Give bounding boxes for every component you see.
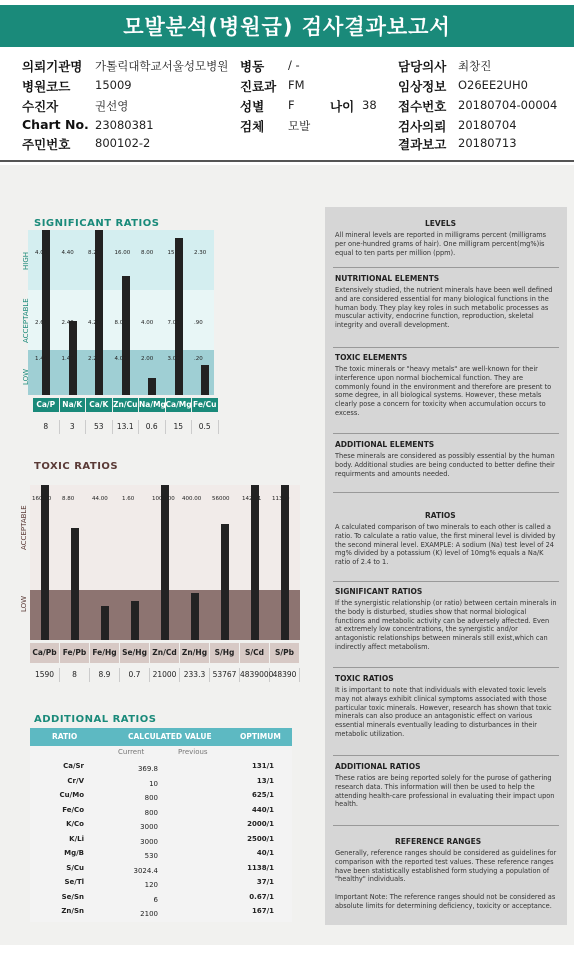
toxic-bar (251, 485, 259, 640)
low-tick: 1.40 (35, 356, 48, 362)
receipt-value: 20180704-00004 (458, 98, 558, 112)
toxic-ratios-title: TOXIC RATIOS (34, 461, 119, 472)
toxic-col-label: Ca/Pb (30, 643, 59, 663)
high-tick: 15.00 (167, 250, 184, 256)
toxic-col-label: Fe/Hg (90, 643, 119, 663)
mid-tick: 7.00 (167, 320, 180, 326)
ratio-name: Ca/Sr (63, 762, 84, 770)
toxic-col-label: S/Pb (270, 643, 299, 663)
significant-value: 0.5 (192, 420, 219, 434)
hospital-code-value: 15009 (95, 78, 132, 92)
col-ratio: RATIO (52, 732, 78, 741)
toxic-bar (221, 524, 229, 640)
nutritional-text: Extensively studied, the nutrient minerals have been well defined and are considered essential for many biological functions in the human body. They play key roles in such metabolic processes as muscular activity, endocrine function, reproduction, skeletal integrity and overall development. (335, 286, 553, 330)
toxic-col-label: S/Cd (240, 643, 269, 663)
request-value: 20180704 (458, 118, 517, 132)
report-value: 20180713 (458, 136, 517, 150)
ratio-current: 800 (144, 808, 158, 817)
low-tick: 3.00 (167, 356, 180, 362)
toxic-tick: 11360 (272, 496, 290, 502)
sig-ratios-text: If the synergistic relationship (or ratio) between certain minerals in the body is disturbed, studies show that normal biological functions and metabolic activity can be adversely affected. Even at extremely low concentrations, the synergistic and/or antagonistic relationships between minerals still exist,which can indirectly affect metabolism. (335, 599, 557, 651)
additional-elements-text: These minerals are considered as possibly essential by the human body. Additional studies are being conducted to better define their requirments and amounts needed. (335, 452, 555, 478)
toxic-value: 53767 (210, 668, 240, 682)
patient-info (0, 52, 574, 152)
dept-value: FM (288, 78, 305, 92)
ratio-name: Zn/Sn (61, 907, 84, 915)
toxic-col-label: Se/Hg (120, 643, 149, 663)
ratio-name: S/Cu (66, 863, 84, 872)
significant-value: 8 (33, 420, 60, 434)
toxic-elements-heading: TOXIC ELEMENTS (335, 353, 408, 362)
ratio-current: 10 (149, 779, 158, 788)
doctor-label: 담당의사 (398, 59, 447, 74)
significant-value: 0.6 (139, 420, 166, 434)
significant-bar (148, 378, 156, 395)
high-tick: 2.30 (194, 250, 207, 256)
significant-col-label: Ca/P (33, 398, 59, 412)
ratio-current: 2100 (140, 910, 158, 918)
toxic-bar (71, 528, 79, 640)
dept-label: 진료과 (240, 79, 277, 94)
high-tick: 4.40 (61, 250, 74, 256)
toxic-tick: 8.80 (62, 496, 75, 502)
ratio-optimum: 440/1 (251, 805, 274, 814)
ratio-optimum: 131/1 (251, 762, 274, 770)
ratio-optimum: 1138/1 (247, 863, 274, 872)
toxic-bar (41, 485, 49, 640)
important-note: Important Note: The reference ranges should not be considered as absolute limits for determining deficiency, toxicity or acceptance. (335, 893, 556, 910)
toxic-tick: 1422/1 (242, 496, 262, 502)
significant-value: 13.1 (113, 420, 140, 434)
col-calc: CALCULATED VALUE (128, 732, 212, 741)
divider (0, 160, 574, 162)
ratio-current: 6 (153, 895, 158, 904)
divider (333, 825, 559, 826)
reference-text: Generally, reference ranges should be considered as guidelines for comparison with the reported test values. These reference ranges have been statistically established form studying a population of "healthy" individuals. (335, 849, 557, 884)
toxic-bar (191, 593, 199, 640)
significant-col-label: Na/K (60, 398, 86, 412)
ratio-current: 3000 (140, 823, 158, 831)
divider (333, 667, 559, 668)
ratios-text: A calculated comparison of two minerals to each other is called a ratio. To calculate a ratio value, the first mineral level is divided by the second mineral level. EXAMPLE: A sodium (Na) test level of 24 mg% divided by a potassium (K) level of 10mg% equals a Na/K ratio of 2.4 to 1. (335, 523, 556, 567)
ratio-name: Se/Tl (64, 878, 84, 886)
toxic-tick: 160.00 (32, 496, 52, 502)
tox-ratios-text: It is important to note that individuals with elevated toxic levels may not always exhibit clinical symptoms associated with those particular toxic minerals. However, research has shown that toxic minerals can also produce an antagonistic effect on various essential minerals eventually leading to disturbances in their metabolic utilization. (335, 686, 552, 738)
tox-ratios-heading: TOXIC RATIOS (335, 674, 394, 683)
age-label: 나이 (330, 99, 355, 114)
ratio-name: Mg/B (64, 849, 84, 857)
report-label: 결과보고 (398, 137, 447, 152)
significant-bar (175, 238, 183, 395)
toxic-bar (101, 606, 109, 640)
significant-col-label: Ca/K (86, 398, 112, 412)
toxic-axis-acceptable-label: ACCEPTABLE (20, 505, 28, 550)
patient-label: 수진자 (22, 99, 59, 114)
divider (333, 755, 559, 756)
toxic-value: 8 (60, 668, 90, 682)
ratio-optimum: 0.67/1 (249, 892, 274, 901)
toxic-tick: 1000.00 (152, 496, 175, 502)
toxic-col-label: S/Hg (210, 643, 239, 663)
significant-col-label: Na/Mg (139, 398, 165, 412)
ratio-current: 3024.4 (133, 866, 158, 875)
additional-elements-heading: ADDITIONAL ELEMENTS (335, 440, 435, 449)
mid-tick: 8.00 (114, 320, 127, 326)
nutritional-heading: NUTRITIONAL ELEMENTS (335, 274, 440, 283)
divider (333, 581, 559, 582)
ratio-optimum: 40/1 (256, 849, 274, 857)
toxic-bar (131, 601, 139, 640)
specimen-label: 검체 (240, 119, 265, 134)
toxic-value: 4839000 (240, 668, 270, 682)
divider (333, 347, 559, 348)
sex-value: F (288, 98, 295, 112)
toxic-elements-text: The toxic minerals or "heavy metals" are well-known for their interference upon normal biochemical function. They are commonly found in the environment and therefore are present to some degree, in all biological systems. However, these metals clearly pose a concern for toxicity when accumulation occurs to excess. (335, 365, 552, 417)
axis-acceptable-label: ACCEPTABLE (22, 298, 30, 343)
mid-tick: .90 (194, 320, 203, 326)
toxic-col-label: Fe/Pb (60, 643, 89, 663)
sig-ratios-heading: SIGNIFICANT RATIOS (335, 587, 423, 596)
high-tick: 4.00 (35, 250, 48, 256)
mid-tick: 2.61 (35, 320, 48, 326)
divider (333, 267, 559, 268)
ratio-name: Cu/Mo (59, 791, 84, 799)
ratios-heading: RATIOS (425, 511, 456, 520)
id-label: 주민번호 (22, 137, 71, 152)
high-tick: 8.2 (88, 250, 97, 256)
toxic-bar (161, 485, 169, 640)
significant-col-label: Ca/Mg (166, 398, 192, 412)
additional-table-header (30, 728, 292, 746)
add-ratios-text: These ratios are being reported solely for the purose of gathering research data. This information will then be used to help the attending health-care professional in evaluating their impact upon health. (335, 774, 555, 809)
significant-bar (201, 365, 209, 395)
ratio-name: Fe/Co (62, 805, 84, 814)
levels-heading: LEVELS (425, 219, 457, 228)
significant-value: 3 (60, 420, 87, 434)
chart-value: 23080381 (95, 118, 154, 132)
toxic-col-label: Zn/Hg (180, 643, 209, 663)
ratio-name: K/Co (66, 820, 84, 828)
ratio-optimum: 625/1 (251, 791, 274, 799)
ward-label: 병동 (240, 59, 265, 74)
toxic-bar (281, 485, 289, 640)
col-optimum: OPTIMUM (240, 732, 281, 741)
ratio-optimum: 37/1 (256, 878, 274, 886)
chart-label: Chart No. (22, 117, 89, 132)
mid-tick: 2.40 (61, 320, 74, 326)
ratio-current: 800 (144, 794, 158, 802)
toxic-value: 21000 (150, 668, 180, 682)
specimen-value: 모발 (288, 119, 311, 133)
sex-label: 성별 (240, 99, 265, 114)
request-label: 검사의뢰 (398, 119, 447, 134)
ratio-optimum: 13/1 (256, 776, 274, 785)
ratio-current: 120 (144, 881, 158, 889)
divider (333, 492, 559, 493)
clinical-value: O26EE2UH0 (458, 78, 528, 92)
additional-table-body (30, 746, 292, 922)
toxic-tick: 56000 (212, 496, 230, 502)
toxic-value: 48390 (270, 668, 300, 682)
toxic-col-label: Zn/Cd (150, 643, 179, 663)
doctor-value: 최창진 (458, 59, 492, 73)
hospital-code-label: 병원코드 (22, 79, 71, 94)
toxic-axis-low-label: LOW (20, 595, 28, 612)
significant-value: 15 (166, 420, 193, 434)
additional-ratios-title: ADDITIONAL RATIOS (34, 714, 157, 725)
significant-ratios-title: SIGNIFICANT RATIOS (34, 218, 160, 229)
ratio-current: 3000 (140, 837, 158, 846)
toxic-tick: 400.00 (182, 496, 202, 502)
ratio-name: Se/Sn (61, 892, 84, 901)
institution-value: 가톨릭대학교서울성모병원 (95, 59, 229, 73)
axis-high-label: HIGH (22, 251, 30, 270)
significant-col-label: Fe/Cu (192, 398, 218, 412)
ward-value: / - (288, 58, 300, 72)
patient-value: 권선영 (95, 99, 129, 113)
significant-bar (122, 276, 130, 395)
low-tick: .20 (194, 356, 203, 362)
ratio-optimum: 167/1 (251, 907, 274, 915)
low-tick: 4.00 (114, 356, 127, 362)
reference-heading: REFERENCE RANGES (395, 837, 482, 846)
ratio-optimum: 2500/1 (247, 834, 274, 843)
ratio-current: 530 (144, 852, 158, 860)
ratio-name: K/Li (69, 834, 84, 843)
age-value: 38 (362, 98, 377, 112)
levels-text: All mineral levels are reported in milligrams percent (milligrams per one-hundred grams of hair). One milligram percent(mg%)is equal to ten parts per million (ppm). (335, 231, 547, 257)
institution-label: 의뢰기관명 (22, 59, 83, 74)
significant-col-label: Zn/Cu (113, 398, 139, 412)
mid-tick: 4.20 (88, 320, 101, 326)
low-tick: 2.2 (88, 356, 97, 362)
clinical-label: 임상정보 (398, 79, 447, 94)
low-tick: 2.00 (141, 356, 154, 362)
sub-current: Current (118, 748, 145, 756)
ratio-optimum: 2000/1 (247, 820, 274, 828)
significant-value: 53 (86, 420, 113, 434)
toxic-tick: 44.00 (92, 496, 108, 502)
high-tick: 8.00 (141, 250, 154, 256)
add-ratios-heading: ADDITIONAL RATIOS (335, 762, 421, 771)
ratio-current: 369.8 (137, 765, 158, 773)
receipt-label: 접수번호 (398, 99, 447, 114)
toxic-value: 1590 (30, 668, 60, 682)
mid-tick: 4.00 (141, 320, 154, 326)
explanation-panel (325, 207, 567, 925)
axis-low-label: LOW (22, 368, 30, 385)
report-title-bar (0, 5, 574, 47)
high-tick: 16.00 (114, 250, 131, 256)
id-value: 800102-2 (95, 136, 151, 150)
toxic-value: 0.7 (120, 668, 150, 682)
toxic-value: 8.9 (90, 668, 120, 682)
low-tick: 1.40 (61, 356, 74, 362)
sub-previous: Previous (178, 748, 208, 756)
ratio-name: Cr/V (67, 776, 84, 785)
toxic-tick: 1.60 (122, 496, 135, 502)
divider (333, 433, 559, 434)
toxic-value: 233.3 (180, 668, 210, 682)
report-title: 모발분석(병원급) 검사결과보고서 (123, 15, 451, 39)
